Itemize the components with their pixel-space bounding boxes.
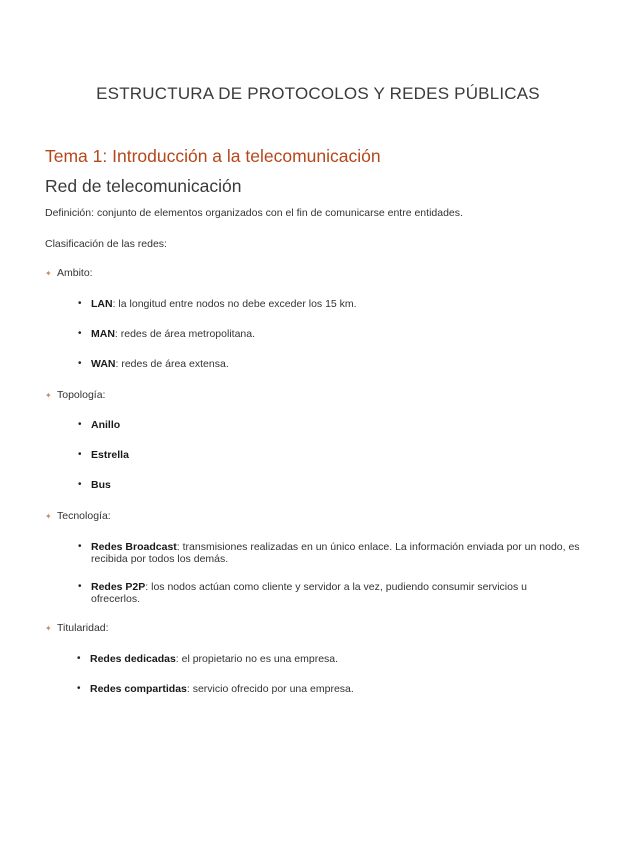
category-ambito: [45, 267, 93, 279]
bullet-dot-icon: •: [77, 653, 81, 664]
bullet-dot-icon: •: [78, 479, 82, 490]
item-term: Bus: [91, 479, 111, 491]
item-term: Redes dedicadas: [90, 653, 176, 665]
list-item: [78, 419, 578, 431]
item-term: LAN: [91, 298, 113, 310]
classification-intro: Clasificación de las redes:: [45, 238, 167, 250]
list-item: [78, 479, 578, 491]
list-item: [77, 683, 577, 695]
subsection-heading: Red de telecomunicación: [45, 176, 242, 196]
diamond-bullet-icon: ✦: [45, 390, 52, 400]
item-description: : los nodos actúan como cliente y servidor a la vez, pudiendo consumir servicios u ofrecerlos.: [91, 581, 527, 605]
item-term: Estrella: [91, 449, 129, 461]
bullet-dot-icon: •: [78, 328, 82, 339]
item-description: : servicio ofrecido por una empresa.: [186, 683, 354, 695]
list-item: [78, 298, 578, 310]
item-description: : la longitud entre nodos no debe exceder los 15 km.: [112, 298, 357, 310]
category-topologia: [45, 389, 105, 401]
item-term: Redes P2P: [91, 581, 146, 593]
category-titularidad: [45, 622, 109, 634]
category-label: Topología:: [57, 389, 106, 401]
bullet-dot-icon: •: [78, 298, 82, 309]
list-item: [78, 449, 578, 461]
section-heading: Tema 1: Introducción a la telecomunicación: [45, 146, 381, 166]
category-label: Tecnología:: [57, 510, 111, 522]
list-item: [78, 358, 578, 370]
item-term: MAN: [91, 328, 115, 340]
item-description: : redes de área extensa.: [115, 358, 229, 370]
item-term: Redes compartidas: [90, 683, 187, 695]
bullet-dot-icon: •: [78, 581, 82, 592]
item-description: : redes de área metropolitana.: [114, 328, 256, 340]
category-tecnologia: [45, 510, 111, 522]
bullet-dot-icon: •: [78, 419, 82, 430]
item-term: WAN: [91, 358, 116, 370]
list-item: [77, 653, 577, 665]
item-term: Anillo: [91, 419, 121, 431]
diamond-bullet-icon: ✦: [45, 268, 52, 278]
bullet-dot-icon: •: [78, 358, 82, 369]
bullet-dot-icon: •: [77, 683, 81, 694]
bullet-dot-icon: •: [78, 449, 82, 460]
bullet-dot-icon: •: [78, 541, 82, 552]
definition-paragraph: Definición: conjunto de elementos organizados con el fin de comunicarse entre entidades.: [45, 207, 463, 219]
category-label: Titularidad:: [57, 622, 109, 634]
list-item: [78, 328, 578, 340]
item-description: : transmisiones realizadas en un único enlace. La información enviada por un nodo, es recibida por todos los demás.: [91, 541, 580, 565]
document-title: ESTRUCTURA DE PROTOCOLOS Y REDES PÚBLICAS: [96, 84, 540, 103]
list-item: [78, 581, 558, 605]
category-label: Ambito:: [57, 267, 93, 279]
diamond-bullet-icon: ✦: [45, 511, 52, 521]
item-description: : el propietario no es una empresa.: [175, 653, 339, 665]
diamond-bullet-icon: ✦: [45, 623, 52, 633]
item-term: Redes Broadcast: [91, 541, 177, 553]
list-item: [78, 541, 588, 565]
